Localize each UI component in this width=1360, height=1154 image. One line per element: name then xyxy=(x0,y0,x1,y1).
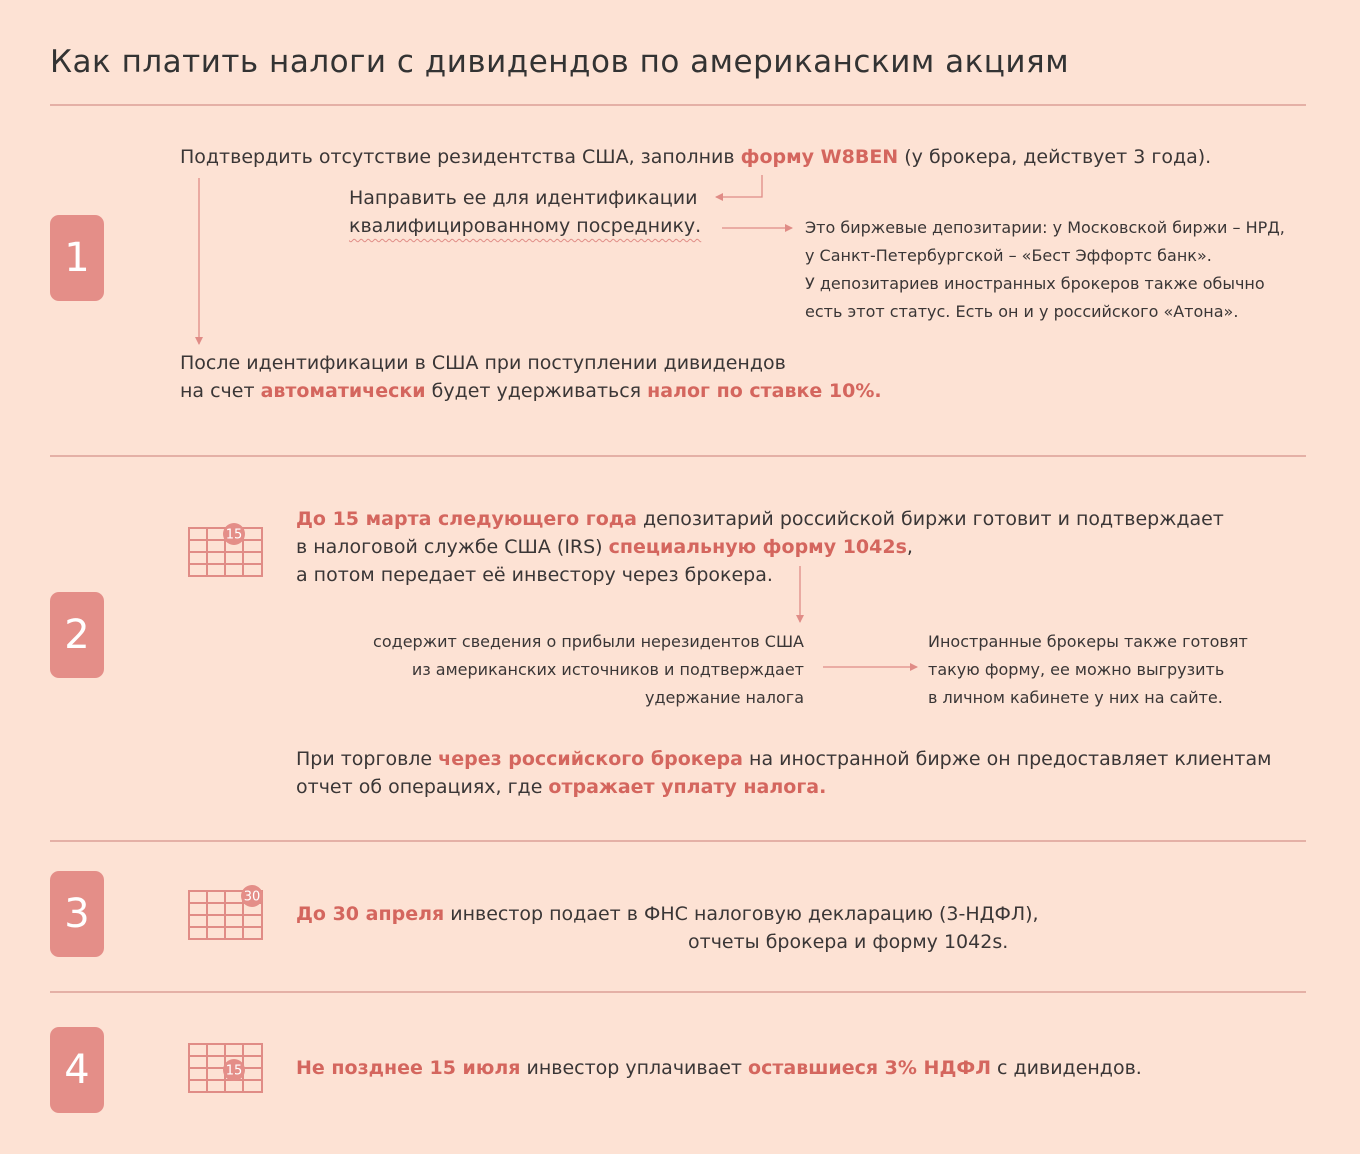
step1-main-text: Подтвердить отсутствие резидентства США, заполнив форму W8BEN (у брокера, действует 3 года). xyxy=(180,146,1212,168)
step3-line2: отчеты брокера и форму 1042s. xyxy=(688,931,1009,953)
step2-left-note-line: содержит сведения о прибыли нерезидентов США xyxy=(373,632,804,651)
step2-right-note-line: Иностранные брокеры также готовят xyxy=(928,632,1248,651)
step4-line: Не позднее 15 июля инвестор уплачивает оставшиеся 3% НДФЛ с дивидендов. xyxy=(296,1057,1142,1079)
step1-note-line: у Санкт-Петербургской – «Бест Эффортс банк». xyxy=(805,246,1212,265)
step2-right-note-line: такую форму, ее можно выгрузить xyxy=(928,660,1225,679)
step1-sub-line1: Направить ее для идентификации xyxy=(349,187,698,209)
calendar-day: 15 xyxy=(225,527,243,543)
step1-after-line1: После идентификации в США при поступлении дивидендов xyxy=(180,352,786,374)
step2-right-note-line: в личном кабинете у них на сайте. xyxy=(928,688,1223,707)
calendar-icon xyxy=(186,881,266,943)
step-number-badge: 2 xyxy=(50,592,104,678)
calendar-icon xyxy=(186,1034,266,1096)
step2-left-note-line: удержание налога xyxy=(644,688,804,707)
step1-sub-line2: квалифицированному посреднику. xyxy=(349,215,702,237)
step1-note-line: есть этот статус. Есть он и у российского «Атона». xyxy=(805,302,1239,321)
step2-bottom-line2: отчет об операциях, где отражает уплату налога. xyxy=(296,776,827,798)
step2-main-line1: До 15 марта следующего года депозитарий российской биржи готовит и подтверждает xyxy=(296,508,1224,530)
step-number-badge: 3 xyxy=(50,871,104,957)
step1-note-line: Это биржевые депозитарии: у Московской биржи – НРД, xyxy=(805,218,1285,237)
step-number-badge: 4 xyxy=(50,1027,104,1113)
step2-bottom-line1: При торговле через российского брокера на иностранной бирже он предоставляет клиентам xyxy=(296,748,1272,770)
calendar-day: 30 xyxy=(243,889,261,905)
step-number-badge: 1 xyxy=(50,215,104,301)
calendar-day: 15 xyxy=(225,1063,243,1079)
page-title: Как платить налоги с дивидендов по американским акциям xyxy=(50,44,1070,80)
step1-after-line2: на счет автоматически будет удерживаться налог по ставке 10%. xyxy=(180,380,882,402)
calendar-icon xyxy=(186,518,266,580)
step2-main-line2: в налоговой службе США (IRS) специальную форму 1042s, xyxy=(296,536,913,558)
step3-line1: До 30 апреля инвестор подает в ФНС налоговую декларацию (3-НДФЛ), xyxy=(296,903,1039,925)
step2-left-note-line: из американских источников и подтверждает xyxy=(411,660,804,679)
step2-main-line3: а потом передает её инвестору через брокера. xyxy=(296,564,773,586)
step1-note-line: У депозитариев иностранных брокеров также обычно xyxy=(805,274,1265,293)
arrow-w8ben-to-sub xyxy=(716,175,762,197)
